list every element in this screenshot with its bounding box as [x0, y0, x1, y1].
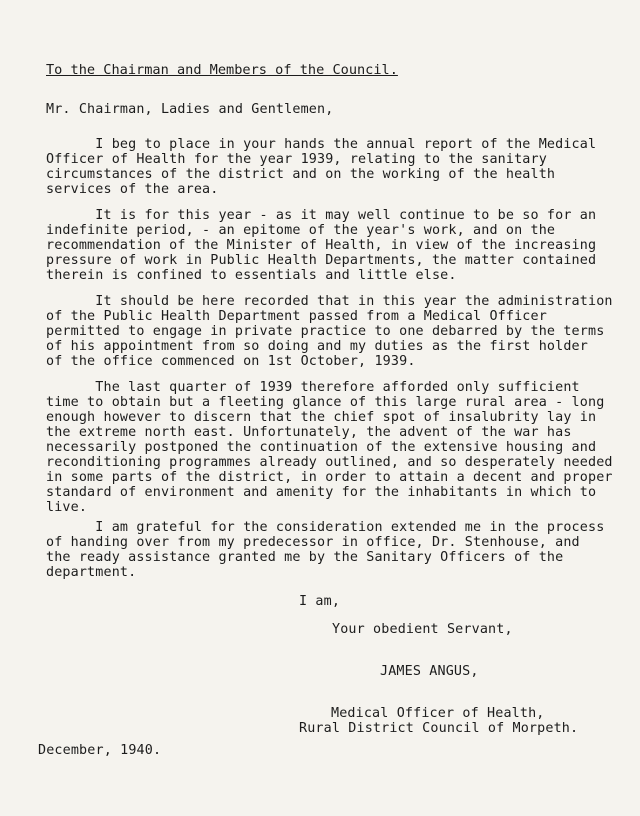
paragraph-line: therein is confined to essentials and little else.	[46, 268, 457, 283]
paragraph-line: reconditioning programmes already outlined, and so desperately needed	[46, 455, 613, 470]
paragraph-line: live.	[46, 500, 88, 515]
paragraph-line: permitted to engage in private practice to one debarred by the terms	[46, 324, 605, 339]
closing-servant: Your obedient Servant,	[332, 622, 513, 637]
signatory-position-1: Medical Officer of Health,	[331, 706, 545, 721]
paragraph-line: time to obtain but a fleeting glance of this large rural area - long	[46, 395, 605, 410]
paragraph-line: of the office commenced on 1st October, 1939.	[46, 354, 416, 369]
paragraph-line: Officer of Health for the year 1939, relating to the sanitary	[46, 152, 547, 167]
paragraph-line: necessarily postponed the continuation of the extensive housing and	[46, 440, 597, 455]
paragraph-line: the ready assistance granted me by the Sanitary Officers of the	[46, 550, 564, 565]
paragraph-line: It is for this year - as it may well continue to be so for an	[46, 208, 597, 223]
paragraph-line: in some parts of the district, in order to attain a decent and proper	[46, 470, 613, 485]
closing-i-am: I am,	[299, 594, 341, 609]
paragraph-line: standard of environment and amenity for the inhabitants in which to	[46, 485, 597, 500]
signatory-name: JAMES ANGUS,	[380, 664, 479, 679]
paragraph-line: I am grateful for the consideration extended me in the process	[46, 520, 605, 535]
paragraph-line: of his appointment from so doing and my duties as the first holder	[46, 339, 588, 354]
paragraph-line: The last quarter of 1939 therefore afforded only sufficient	[46, 380, 580, 395]
paragraph-line: of handing over from my predecessor in office, Dr. Stenhouse, and	[46, 535, 580, 550]
paragraph-line: of the Public Health Department passed from a Medical Officer	[46, 309, 547, 324]
paragraph-line: the extreme north east. Unfortunately, the advent of the war has	[46, 425, 572, 440]
paragraph-line: indefinite period, - an epitome of the year's work, and on the	[46, 223, 556, 238]
letter-title: To the Chairman and Members of the Council.	[46, 62, 398, 78]
greeting: Mr. Chairman, Ladies and Gentlemen,	[46, 102, 334, 117]
paragraph-line: circumstances of the district and on the working of the health	[46, 167, 556, 182]
paragraph-line: recommendation of the Minister of Health, in view of the increasing	[46, 238, 597, 253]
paragraph-line: services of the area.	[46, 182, 219, 197]
paragraph-line: enough however to discern that the chief spot of insalubrity lay in	[46, 410, 597, 425]
signatory-position-2: Rural District Council of Morpeth.	[299, 721, 579, 736]
paragraph-line: pressure of work in Public Health Departments, the matter contained	[46, 253, 597, 268]
paragraph-line: department.	[46, 565, 137, 580]
letter-date: December, 1940.	[38, 743, 162, 758]
paragraph-line: I beg to place in your hands the annual report of the Medical	[46, 137, 597, 152]
paragraph-line: It should be here recorded that in this year the administration	[46, 294, 613, 309]
